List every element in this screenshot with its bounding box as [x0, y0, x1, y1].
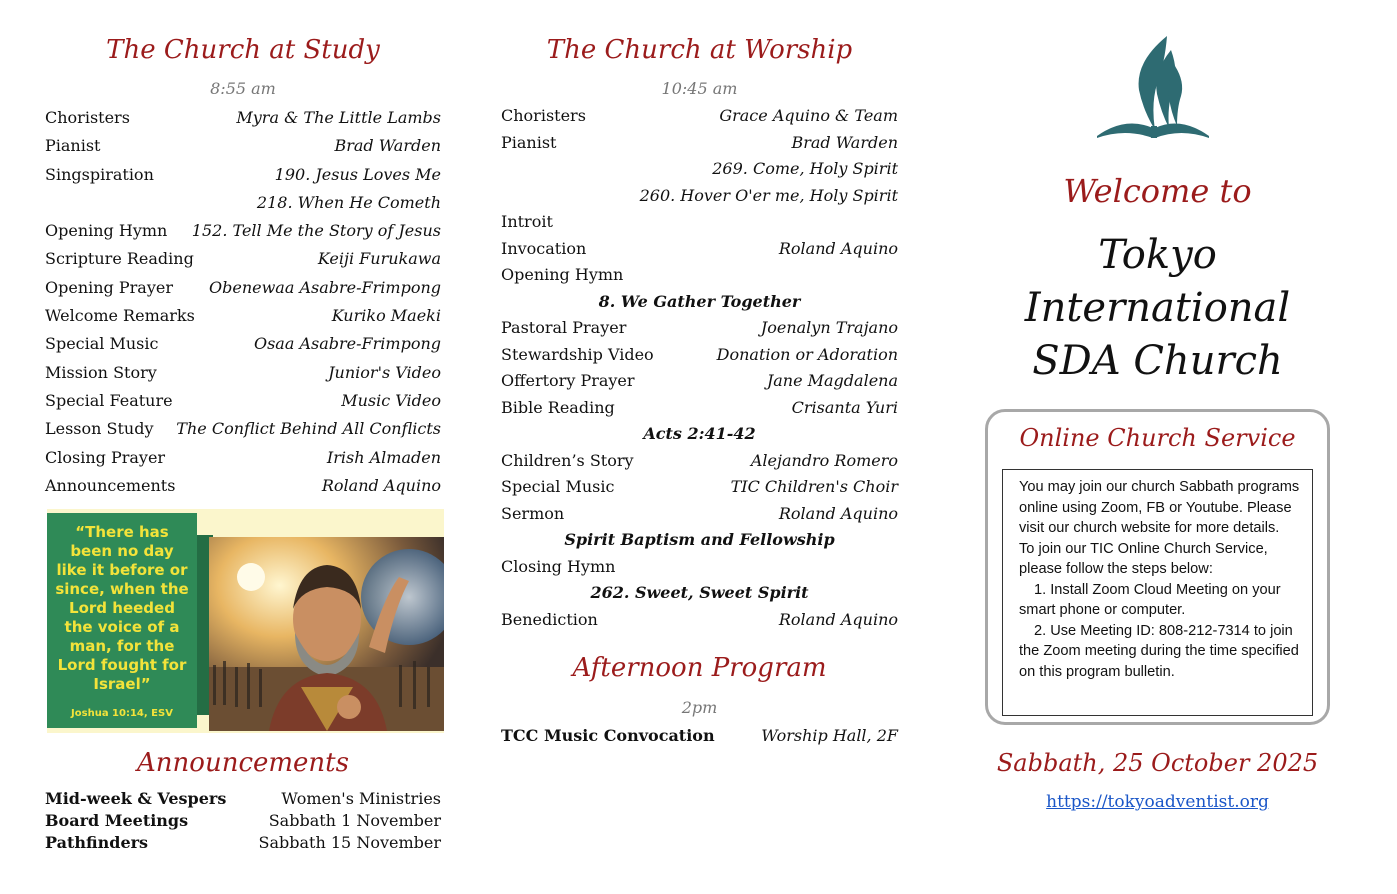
study-row: [45, 448, 441, 476]
worship-value: 260. Hover O'er me, Holy Spirit: [639, 185, 898, 205]
worship-label: Offertory Prayer: [501, 371, 635, 390]
church-website-link[interactable]: https://tokyoadventist.org: [1046, 792, 1269, 812]
study-row: [45, 278, 441, 306]
worship-row: [501, 477, 898, 504]
study-label: Special Music: [45, 334, 159, 354]
study-value: Kuriko Maeki: [331, 306, 441, 326]
worship-title: The Church at Worship: [546, 35, 853, 65]
study-label: Closing Prayer: [45, 447, 166, 467]
joshua-illustration: [209, 537, 444, 731]
study-value: 218. When He Cometh: [256, 192, 441, 212]
study-row: [45, 391, 441, 419]
study-label: Welcome Remarks: [45, 306, 195, 326]
announcement-row: [45, 789, 441, 811]
worship-label: Introit: [501, 212, 553, 231]
study-row: [45, 165, 441, 193]
worship-label: Special Music: [501, 477, 615, 496]
afternoon-event: TCC Music Convocation: [501, 726, 715, 745]
worship-highlight: Spirit Baptism and Fellowship: [564, 530, 835, 549]
worship-value: Donation or Adoration: [716, 344, 898, 364]
worship-row: [501, 345, 898, 372]
study-value: Myra & The Little Lambs: [236, 108, 441, 127]
announcements-title: Announcements: [137, 748, 349, 778]
study-label: Choristers: [45, 108, 130, 127]
online-service-box: [985, 409, 1330, 725]
welcome-heading: Welcome to: [1063, 172, 1252, 210]
announcement-label: Pathfinders: [45, 833, 149, 852]
worship-row: [501, 318, 898, 345]
study-label: Announcements: [45, 475, 176, 495]
worship-label: Stewardship Video: [501, 344, 654, 364]
worship-row: [501, 212, 898, 239]
announcement-value: Women's Ministries: [281, 789, 441, 808]
online-step-2: 2. Use Meeting ID: 808-212-7314 to join the Zoom meeting during the time specified on this program bulletin.: [1019, 622, 1299, 680]
study-label: Opening Prayer: [45, 277, 173, 297]
worship-row: [501, 583, 898, 610]
announcement-value: Sabbath 1 November: [268, 811, 441, 830]
sabbath-date: Sabbath, 25 October 2025: [996, 749, 1319, 777]
worship-highlight: 262. Sweet, Sweet Spirit: [590, 583, 809, 602]
worship-value: Brad Warden: [791, 132, 898, 152]
study-label: Lesson Study: [45, 419, 154, 439]
scripture-banner: [47, 509, 444, 733]
study-value: Obenewaa Asabre-Frimpong: [209, 277, 441, 297]
online-intro: You may join our church Sabbath programs online using Zoom, FB or Youtube. Please visit our church website for more details.: [1019, 479, 1300, 536]
study-value: Music Video: [341, 390, 441, 410]
worship-value: Joenalyn Trajano: [760, 318, 898, 337]
afternoon-title: Afternoon Program: [572, 653, 827, 683]
study-value: 190. Jesus Loves Me: [274, 164, 441, 184]
worship-label: Benediction: [501, 609, 598, 629]
announcement-label: Board Meetings: [45, 811, 189, 830]
announcement-label: Mid-week & Vespers: [45, 789, 227, 808]
worship-row: [501, 451, 898, 478]
study-row: [45, 363, 441, 391]
worship-label: Bible Reading: [501, 397, 615, 417]
announcement-row: [45, 811, 441, 833]
announcement-row: [45, 833, 441, 855]
worship-highlight: Acts 2:41-42: [643, 424, 756, 443]
worship-row: [501, 292, 898, 319]
online-service-instructions: [1002, 469, 1313, 716]
worship-row: [501, 239, 898, 266]
worship-row: [501, 371, 898, 398]
study-label: Special Feature: [45, 390, 173, 410]
afternoon-event-row: [501, 726, 898, 745]
church-name-line3: SDA Church: [1032, 338, 1283, 384]
study-value: Keiji Furukawa: [317, 249, 441, 269]
study-value: Roland Aquino: [321, 475, 441, 495]
worship-row: [501, 265, 898, 292]
worship-row: [501, 530, 898, 557]
banner-quote-box: [47, 513, 197, 728]
worship-row: [501, 610, 898, 637]
worship-row: [501, 398, 898, 425]
worship-label: Children’s Story: [501, 450, 634, 470]
worship-row: [501, 424, 898, 451]
worship-row: [501, 159, 898, 186]
online-step-1: 1. Install Zoom Cloud Meeting on your smart phone or computer.: [1019, 581, 1281, 618]
study-value: 152. Tell Me the Story of Jesus: [191, 221, 441, 241]
afternoon-location: Worship Hall, 2F: [761, 726, 898, 745]
worship-row: [501, 133, 898, 160]
study-row: [45, 136, 441, 164]
study-time: 8:55 am: [210, 79, 276, 98]
study-label: Scripture Reading: [45, 249, 194, 269]
study-value: Irish Almaden: [326, 447, 441, 467]
church-name: [985, 229, 1330, 388]
worship-value: TIC Children's Choir: [730, 477, 898, 496]
worship-row: [501, 504, 898, 531]
church-name-line1: Tokyo: [1098, 232, 1217, 278]
worship-value: Roland Aquino: [778, 609, 898, 629]
study-row: [45, 419, 441, 447]
worship-row: [501, 186, 898, 213]
worship-value: Alejandro Romero: [750, 450, 898, 470]
study-row: [45, 476, 441, 504]
study-row: [45, 108, 441, 136]
study-title: The Church at Study: [106, 35, 380, 65]
study-row: [45, 306, 441, 334]
worship-program-list: [501, 106, 898, 636]
church-name-line2: International: [1024, 285, 1291, 331]
study-label: Opening Hymn: [45, 221, 168, 241]
study-value: The Conflict Behind All Conflicts: [176, 419, 441, 439]
study-value: Osaa Asabre-Frimpong: [253, 334, 441, 354]
worship-label: Pianist: [501, 132, 557, 152]
study-label: Mission Story: [45, 362, 157, 382]
study-label: Pianist: [45, 136, 101, 156]
announcements-list: [45, 789, 441, 855]
banner-reference: Joshua 10:14, ESV: [71, 708, 173, 719]
worship-value: Jane Magdalena: [766, 371, 898, 390]
study-row: [45, 334, 441, 362]
study-row: [45, 221, 441, 249]
announcement-value: Sabbath 15 November: [258, 833, 441, 852]
worship-row: [501, 557, 898, 584]
worship-value: 269. Come, Holy Spirit: [712, 159, 898, 178]
afternoon-time: 2pm: [681, 698, 718, 717]
worship-highlight: 8. We Gather Together: [598, 291, 801, 311]
worship-label: Sermon: [501, 503, 565, 523]
study-label: Singspiration: [45, 164, 154, 184]
worship-time: 10:45 am: [661, 79, 738, 98]
study-value: Junior's Video: [328, 362, 441, 382]
study-value: Brad Warden: [334, 136, 441, 156]
worship-label: Pastoral Prayer: [501, 318, 627, 337]
worship-label: Invocation: [501, 238, 587, 258]
study-row: [45, 193, 441, 221]
worship-value: Roland Aquino: [778, 238, 898, 258]
study-row: [45, 249, 441, 277]
worship-label: Choristers: [501, 106, 586, 125]
worship-value: Grace Aquino & Team: [719, 106, 898, 125]
banner-quote: “There has been no day like it before or since, when the Lord heeded the voice of a man, for the Lord fought for Israel”: [55, 523, 189, 693]
worship-value: Crisanta Yuri: [791, 397, 898, 417]
sda-logo-icon: [1095, 32, 1213, 142]
online-steps-intro: To join our TIC Online Church Service, please follow the steps below:: [1019, 540, 1268, 577]
worship-row: [501, 106, 898, 133]
worship-value: Roland Aquino: [778, 503, 898, 523]
study-program-list: [45, 108, 441, 504]
worship-label: Closing Hymn: [501, 556, 616, 576]
online-service-title: Online Church Service: [1019, 424, 1296, 452]
worship-label: Opening Hymn: [501, 265, 624, 284]
